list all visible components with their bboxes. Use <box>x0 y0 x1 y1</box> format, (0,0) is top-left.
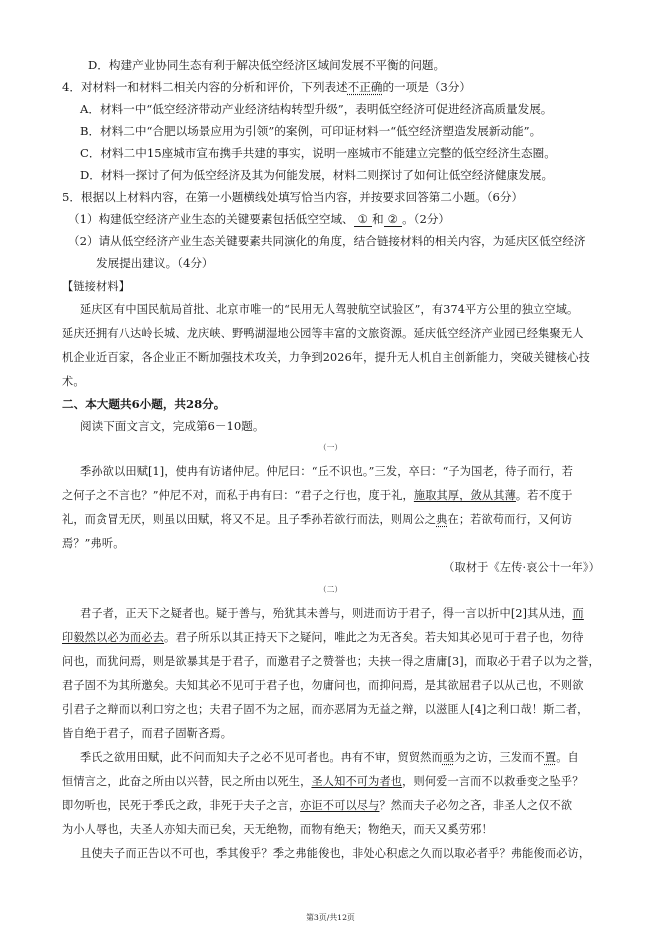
link-material-line: 延庆区有中国民航局首批、北京市唯一的“民用无人驾驶航空试验区”，有374平方公里的独立空域。 <box>80 303 579 316</box>
passage-line: 君子者，正天下之疑者也。疑于善与，殆犹其未善与，则进而访于君子，得一言以折中[2]其从违，而 <box>80 607 584 620</box>
dotted-character: 典 <box>436 513 448 526</box>
q5-stem: 5．根据以上材料内容，在第一小题横线处填写恰当内容，并按要求回答第二小题。（6分） <box>62 190 524 204</box>
q4-option-a: A．材料一中“低空经济带动产业经济结构转型升级”，表明低空经济可促进经济高质量发展。 <box>80 102 553 116</box>
q5-sub1: （1）构建低空经济产业生态的关键要素包括低空空域、 ① 和 ② 。（2分） <box>68 212 451 226</box>
link-material-title: 【链接材料】 <box>62 280 131 293</box>
passage-line: 皆自绝于君子，而君子固靳吝焉。 <box>62 727 233 740</box>
passage-line: 问也，而犹问焉，则是欲暴其是于君子，而邀君子之赞誉也；夫挟一得之唐庸[3]，而取必于君子以为之誉， <box>62 655 600 668</box>
passage-line: 恒情言之，此奋之所由以兴替，民之所由以死生，圣人知不可为者也，则何爱一言而不以救垂变之坠乎？ <box>62 775 584 788</box>
q4-stem: 4．对材料一和材料二相关内容的分析和评价，下列表述不正确的一项是（3分） <box>62 80 471 94</box>
passage-line: 印毅然以必为而必去。君子所乐以其正持天下之疑问，唯此之为无吝矣。若夫知其必见可于君子也，勿待 <box>62 631 584 644</box>
passage-line: 君子固不为其所邀矣。夫知其必不见可于君子也，勿庸问也，而抑问焉，是其欲屈君子以从己也，不则欲 <box>62 679 584 692</box>
link-material-line: 机企业近百家，各企业正不断加强技术攻关，力争到2026年，提升无人机自主创新能力，突破关键核心技 <box>62 351 590 364</box>
passage-line: 之何子之不言也？”仲尼不对，而私于冉有曰：“君子之行也，度于礼，施取其厚，敛从其薄。若不度于 <box>62 489 573 502</box>
passage-1-source: （取材于《左传·哀公十一年》） <box>443 561 600 574</box>
passage-2-label: （二） <box>318 585 343 594</box>
underlined-phrase: 亦讵不可以尽与 <box>300 799 380 812</box>
passage-line: 为小人辱也，夫圣人亦知夫而已矣，天无绝物，而物有绝天；物绝天，而天又奚劳邪！ <box>62 823 493 836</box>
underlined-phrase: 印毅然以必为而必去 <box>62 631 165 644</box>
page-number: 第3页/共12页 <box>306 913 355 922</box>
q4-option-d: D．材料一探讨了何为低空经济及其为何能发展，材料二则探讨了如何让低空经济健康发展。 <box>80 168 554 182</box>
link-material-line: 术。 <box>62 375 85 388</box>
q4-option-b: B．材料二中“合肥以场景应用为引领”的案例，可印证材料一“低空经济塑造发展新动能”。 <box>80 124 542 138</box>
underlined-phrase: 施取其厚，敛从其薄 <box>413 489 516 502</box>
dotted-character: 置 <box>544 751 557 764</box>
underlined-phrase: 圣人知不可为者也 <box>311 775 403 788</box>
q4-emphasis: 不正确 <box>347 80 383 94</box>
passage-1-label: （一） <box>318 443 343 452</box>
answer-blank-1[interactable]: ① <box>354 213 372 227</box>
passage-line: 季孙欲以田赋[1]，使冉有访诸仲尼。仲尼曰：“丘不识也。”三发，卒曰：“子为国老，待子而行，若 <box>80 465 574 478</box>
underlined-phrase: 而 <box>572 607 584 620</box>
link-material-line: 延庆还拥有八达岭长城、龙庆峡、野鸭湖湿地公园等丰富的文旅资源。延庆低空经济产业园已经集聚无人 <box>62 327 584 340</box>
passage-line: 且使夫子而正告以不可也，季其俊乎？季之弗能俊也，非处心积虑之久而以取必者乎？弗能俊而必访， <box>80 847 591 860</box>
answer-blank-2[interactable]: ② <box>384 213 402 227</box>
q4-option-c: C．材料二中15座城市宣布携手共建的事实，说明一座城市不能建立完整的低空经济生态圈。 <box>80 146 556 160</box>
passage-line: 即勿听也，民死于季氏之政，非死于夫子之言，亦讵不可以尽与？然而夫子必勿之吝，非圣人之仅不欲 <box>62 799 573 812</box>
passage-line: 礼，而贪冒无厌，则虽以田赋，将又不足。且子季孙若欲行而法，则周公之典在；若欲苟而行，又何访 <box>62 513 573 526</box>
passage-line: 焉？”弗听。 <box>62 537 125 550</box>
q5-sub2-line1: （2）请从低空经济产业生态关键要素共同演化的角度，结合链接材料的相关内容，为延庆区低空经济 <box>68 234 586 248</box>
section-heading: 二、本大题共6小题，共28分。 <box>62 397 226 411</box>
section-instruction: 阅读下面文言文，完成第6－10题。 <box>80 419 265 433</box>
dotted-character: 亟 <box>442 751 455 764</box>
q5-sub2-line2: 发展提出建议。（4分） <box>96 256 214 270</box>
passage-line: 引君子之辩而以利口穷之也；夫君子固不为之屈，而亦恶屑为无益之辩，以滋匪人[4]之利口哉！斯二者， <box>62 703 589 716</box>
passage-line: 季氏之欲用田赋，此不问而知夫子之必不见可者也。冉有不审，贸贸然而亟为之访，三发而不置。自 <box>80 751 579 764</box>
q3-option-d: D．构建产业协同生态有利于解决低空经济区域间发展不平衡的问题。 <box>88 58 446 72</box>
